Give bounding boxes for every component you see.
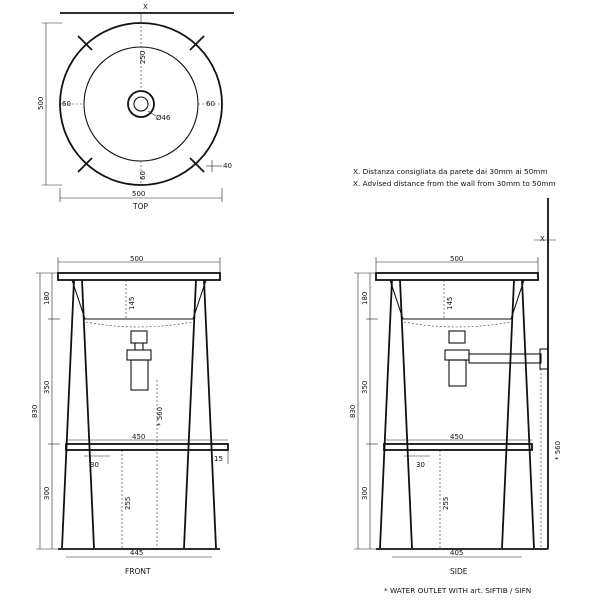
front-trap-top bbox=[131, 331, 147, 343]
front-bowl-bottom bbox=[86, 322, 192, 327]
front-dim-30: 30 bbox=[90, 461, 99, 469]
front-leg-left-inner bbox=[82, 280, 94, 548]
front-leg-right-outer bbox=[204, 280, 216, 548]
x-mark-top: X bbox=[143, 3, 148, 11]
front-leg-right-inner bbox=[184, 280, 196, 548]
label-front: FRONT bbox=[125, 567, 151, 576]
front-dim-500: 500 bbox=[130, 255, 144, 263]
label-top: TOP bbox=[133, 202, 149, 211]
front-dim-300: 300 bbox=[43, 486, 51, 500]
side-leg-right-outer bbox=[522, 280, 534, 548]
dim-250: 250 bbox=[139, 50, 147, 64]
side-dim-300: 300 bbox=[361, 486, 369, 500]
dim-60-left: 60 bbox=[62, 100, 71, 108]
side-leg-left-outer bbox=[380, 280, 392, 548]
front-dim-830: 830 bbox=[31, 404, 39, 418]
drain-inner bbox=[134, 97, 148, 111]
leg-stub-ne bbox=[190, 36, 204, 50]
side-dim-405: 405 bbox=[450, 549, 464, 557]
side-dim-350: 350 bbox=[361, 380, 369, 394]
front-dim-445: 445 bbox=[130, 549, 144, 557]
dim-500-vertical: 500 bbox=[37, 96, 45, 110]
front-trap-body bbox=[127, 350, 151, 360]
side-dim-560: * 560 bbox=[554, 440, 562, 460]
side-view bbox=[349, 198, 562, 576]
leg-stub-sw bbox=[78, 158, 92, 172]
front-basin-bowl bbox=[72, 280, 206, 319]
side-basin-rim bbox=[376, 273, 538, 280]
note-english: X. Advised distance from the wall from 30mm to 50mm bbox=[353, 179, 556, 188]
side-shelf bbox=[384, 444, 532, 450]
side-leg-right-inner bbox=[502, 280, 514, 548]
side-bowl-bottom bbox=[404, 322, 510, 327]
dim-46: Ø46 bbox=[156, 114, 171, 122]
side-dim-450: 450 bbox=[450, 433, 464, 441]
side-trap-top bbox=[449, 331, 465, 343]
side-dim-830: 830 bbox=[349, 404, 357, 418]
dim-500-horizontal: 500 bbox=[132, 190, 146, 198]
drain-outer bbox=[128, 91, 154, 117]
front-dim-145: 145 bbox=[128, 296, 136, 310]
side-dim-180: 180 bbox=[361, 291, 369, 305]
front-dim-560: * 560 bbox=[156, 406, 164, 426]
front-dim-255: 255 bbox=[124, 496, 132, 510]
dim-40: 40 bbox=[223, 162, 232, 170]
front-dim-450: 450 bbox=[132, 433, 146, 441]
front-dim-180: 180 bbox=[43, 291, 51, 305]
side-waste-pipe bbox=[469, 354, 541, 363]
front-leg-left-outer bbox=[62, 280, 74, 548]
label-side: SIDE bbox=[450, 567, 468, 576]
leg-stub-nw bbox=[78, 36, 92, 50]
side-dim-500: 500 bbox=[450, 255, 464, 263]
front-dim-350: 350 bbox=[43, 380, 51, 394]
side-dim-145: 145 bbox=[446, 296, 454, 310]
footnote: * WATER OUTLET WITH art. SIFTIB / SIFN bbox=[384, 586, 532, 595]
front-trap-pipe bbox=[131, 360, 148, 390]
side-dim-255: 255 bbox=[442, 496, 450, 510]
side-dim-30: 30 bbox=[416, 461, 425, 469]
front-dim-15: 15 bbox=[214, 455, 223, 463]
top-view bbox=[37, 3, 234, 211]
side-basin-bowl bbox=[390, 280, 524, 319]
front-basin-rim bbox=[58, 273, 220, 280]
front-view bbox=[31, 255, 228, 576]
side-leg-left-inner bbox=[400, 280, 412, 548]
leg-stub-se bbox=[190, 158, 204, 172]
side-trap-body bbox=[445, 350, 469, 360]
dim-60-right: 60 bbox=[206, 100, 215, 108]
side-trap-pipe bbox=[449, 360, 466, 386]
x-mark-side: X bbox=[540, 235, 545, 243]
note-italian: X. Distanza consigliata da parete dai 30mm ai 50mm bbox=[353, 167, 548, 176]
dim-60-bottom: 60 bbox=[139, 171, 147, 180]
